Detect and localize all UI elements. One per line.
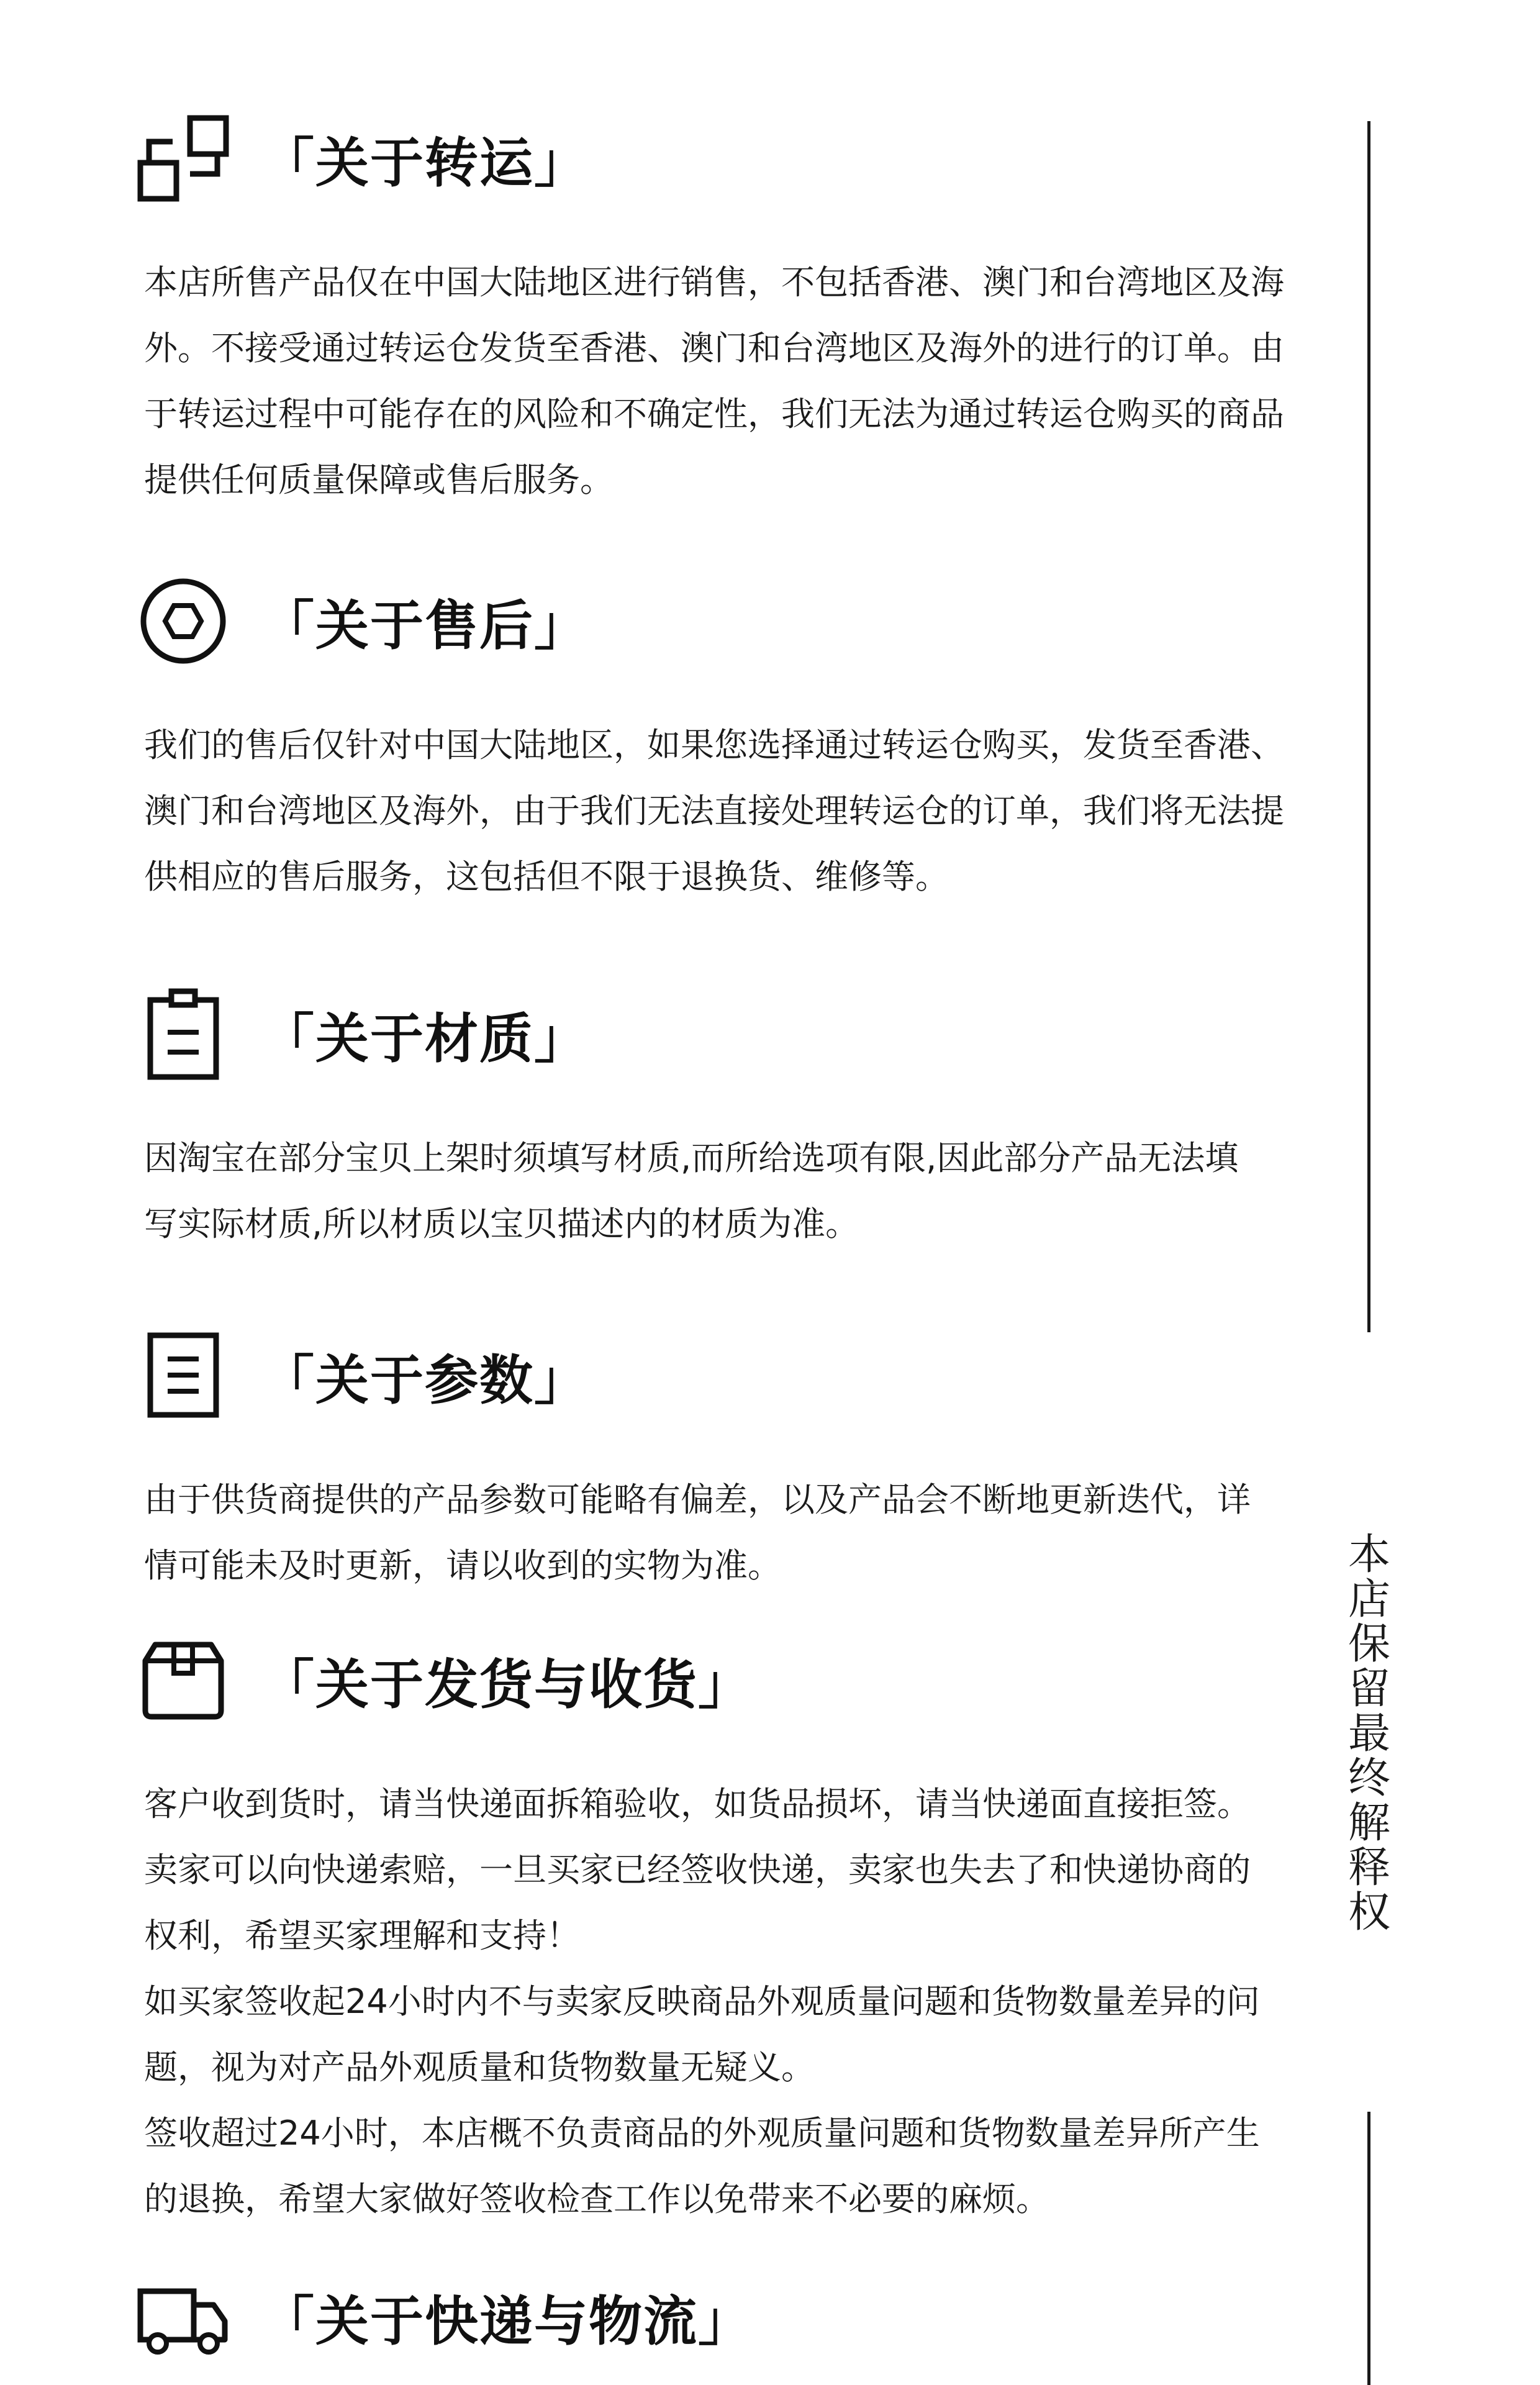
section-heading — [130, 568, 1348, 674]
body-line: 供相应的售后服务，这包括但不限于退换货、维修等。 — [144, 857, 949, 896]
section-body — [130, 1467, 1336, 1599]
body-line: 澳门和台湾地区及海外，由于我们无法直接处理转运仓的订单，我们将无法提 — [144, 791, 1284, 830]
body-line: 提供任何质量保障或售后服务。 — [144, 460, 614, 499]
notice-char: 释 — [1348, 1843, 1390, 1892]
section-title: 「关于售后」 — [261, 595, 589, 657]
body-line: 由于供货商提供的产品参数可能略有偏差，以及产品会不断地更新迭代，详 — [144, 1480, 1251, 1519]
section-heading — [130, 981, 1348, 1087]
section-heading — [130, 106, 1348, 211]
clipboard-icon — [130, 981, 236, 1087]
notice-char: 店 — [1348, 1575, 1390, 1624]
section-body — [130, 1771, 1336, 2232]
notice-char: 本 — [1348, 1530, 1390, 1579]
section-transfer — [130, 106, 1348, 513]
section-material — [130, 981, 1348, 1257]
transfer-squares-icon — [130, 106, 236, 211]
delivery-truck-icon — [130, 2264, 236, 2369]
body-line: 因淘宝在部分宝贝上架时须填写材质,而所给选项有限,因此部分产品无法填 — [144, 1138, 1239, 1178]
section-body — [130, 712, 1336, 910]
notice-char: 保 — [1348, 1620, 1390, 1669]
section-heading — [130, 2264, 1348, 2369]
section-heading — [130, 1323, 1348, 1429]
body-line: 权利，希望买家理解和支持！ — [144, 1916, 580, 1955]
body-line: 我们的售后仅针对中国大陆地区，如果您选择通过转运仓购买，发货至香港、 — [144, 725, 1284, 765]
body-line: 签收超过24小时，本店概不负责商品的外观质量问题和货物数量差异所产生 — [144, 2114, 1260, 2153]
side-divider-top — [1367, 121, 1370, 1332]
section-title: 「关于快递与物流」 — [261, 2291, 753, 2353]
section-title: 「关于材质」 — [261, 1008, 589, 1070]
section-title: 「关于转运」 — [261, 132, 589, 194]
body-line: 本店所售产品仅在中国大陆地区进行销售，不包括香港、澳门和台湾地区及海 — [144, 263, 1284, 302]
section-body — [130, 1125, 1336, 1257]
body-line: 客户收到货时，请当快递面拆箱验收，如货品损坏，请当快递面直接拒签。 — [144, 1784, 1251, 1824]
section-title: 「关于发货与收货」 — [261, 1654, 753, 1716]
document-lines-icon — [130, 1323, 236, 1429]
notice-char: 留 — [1348, 1665, 1390, 1714]
body-line: 题，视为对产品外观质量和货物数量无疑义。 — [144, 2048, 815, 2087]
notice-char: 权 — [1348, 1888, 1390, 1937]
final-interpretation-notice — [1341, 1530, 1397, 1937]
body-line: 外。不接受通过转运仓发货至香港、澳门和台湾地区及海外的进行的订单。由 — [144, 329, 1284, 368]
body-line: 于转运过程中可能存在的风险和不确定性，我们无法为通过转运仓购买的商品 — [144, 394, 1284, 434]
package-box-icon — [130, 1627, 236, 1733]
body-line: 如买家签收起24小时内不与卖家反映商品外观质量问题和货物数量差异的问 — [144, 1982, 1260, 2021]
section-heading — [130, 1627, 1348, 1733]
body-line: 写实际材质,所以材质以宝贝描述内的材质为准。 — [144, 1204, 859, 1243]
section-title: 「关于参数」 — [261, 1350, 589, 1412]
notice-char: 最 — [1348, 1709, 1390, 1758]
body-line: 情可能未及时更新，请以收到的实物为准。 — [144, 1546, 781, 1585]
section-express-logistics — [130, 2264, 1348, 2369]
body-line: 卖家可以向快递索赔，一旦买家已经签收快递，卖家也失去了和快递协商的 — [144, 1850, 1251, 1889]
section-after-sales — [130, 568, 1348, 910]
side-divider-bottom — [1367, 2112, 1370, 2385]
notice-char: 终 — [1348, 1754, 1390, 1803]
section-body — [130, 250, 1336, 513]
hexagon-circle-icon — [130, 568, 236, 674]
body-line: 的退换，希望大家做好签收检查工作以免带来不必要的麻烦。 — [144, 2179, 1049, 2219]
notice-char: 解 — [1348, 1799, 1390, 1848]
section-shipping-receiving — [130, 1627, 1348, 2232]
section-parameters — [130, 1323, 1348, 1599]
